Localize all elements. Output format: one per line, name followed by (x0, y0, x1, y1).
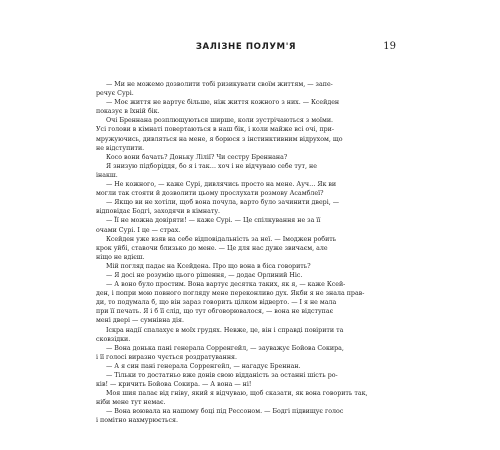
text-line: — А я син пані генерала Сорренгейл, — нагадує Бреннан. (106, 362, 301, 370)
text-line: інакш. (96, 171, 118, 179)
running-title: ЗАЛІЗНЕ ПОЛУМ'Я (195, 42, 297, 52)
text-line: — Вона донька пані генерала Сорренгейл, — зауважує Бойова Сокира, (106, 344, 344, 352)
text-line: Іскра надії спалахує в моїх грудях. Невже, це, він і справді повірити та (106, 326, 344, 334)
text-line: — Її не можна довіряти! — каже Сурі. — Це спілкування не за її (106, 217, 321, 225)
text-line: мружуючись, дивляться на мене, я борюся з інстинктивним відрухом, що (96, 135, 343, 143)
text-line: ден, і попри мою повного погляду мене переконливо дух. Якби я не знала прав- (96, 290, 365, 298)
text-line: Усі голови в кімнаті повертаються в наш бік, і коли майже всі очі, при- (96, 126, 335, 134)
text-line: — Якщо ви не хотіли, щоб вона почула, варто було зачинити двері, — (106, 199, 340, 207)
text-line: не відступити. (96, 144, 145, 152)
text-line: — А воно було простим. Вона вартує десятка таких, як я, — каже Ксей- (106, 281, 346, 289)
text-line: ків! — кричить Бойова Сокира. — А вона — ні! (96, 381, 252, 389)
text-line: Моя шия палає від гніву, який я відчуваю, щоб сказати, як вона говорить так, (106, 390, 368, 398)
text-line: при її печать. Я і б її слід, що тут обговорювалося, — вона не відступає (96, 308, 334, 316)
text-line: — Ми не можемо дозволити тобі ризикувати своїм життям, — запе- (106, 81, 333, 88)
text-line: речує Сурі. (96, 90, 134, 98)
text-line: і її голосі виразно чується роздратування. (96, 353, 238, 361)
text-line: і помітно нахмурюється. (96, 417, 178, 425)
text-line: — Тільки то достатньо вже донів свою відданість за останні шість ро- (106, 372, 338, 379)
text-line: очами Сурі. І це — страх. (96, 226, 181, 234)
text-line: відповідає Бодгі, заходячи в кімнату. (96, 208, 221, 216)
text-line: ди, то подумала б, що він зараз говорить цілком відверто. — І я не мала (96, 299, 337, 307)
text-line: могли так стояти й дозволити цьому прослухати розмову Асамблеї? (96, 190, 324, 198)
page-number: 19 (383, 41, 396, 52)
text-line: — Вона воювала на нашому боці під Рессоном. — Бодгі підвищує голос (106, 408, 344, 416)
text-line: — Я досі не розумію цього рішення, — додає Орлиний Ніс. (106, 271, 303, 279)
text-line: Косо вони бачать? Доньку Лілії? Чи сестру Бреннана? (106, 153, 288, 161)
text-line: Очі Бреннана розплющуються ширше, коли зустрічаються з моїми. (106, 117, 334, 125)
text-line: Мій погляд падає на Ксейдена. Про що вона в біса говорить? (106, 262, 311, 270)
text-line: мені двері — сумнівна дія. (96, 317, 185, 325)
text-line: ніщо не вдієш. (96, 253, 145, 261)
text-line: крок уйбі, ставочи близько до мене. — Це для нас дуже звичаєм, але (96, 244, 328, 252)
text-line: — Моє життя не вартує більше, ніж життя кожного з них. — Ксейден (106, 99, 340, 107)
text-line: сковзідки. (96, 335, 131, 343)
text-line: ніби мене тут немає. (96, 399, 166, 407)
body-text (96, 80, 396, 426)
text-line: Ксейден уже взяв на себе відповідальність за неї. — Імоджен робить (106, 235, 337, 243)
page-header (96, 40, 396, 60)
text-line: Я знизую підборіддя, бо я і так… хоч і не відчуваю себе тут, не (106, 162, 317, 170)
text-line: — Не кожного, — каже Сурі, дивлячись просто на мене. Ауч… Як ви (106, 181, 337, 189)
text-line: показує в їхній бік. (96, 108, 160, 116)
